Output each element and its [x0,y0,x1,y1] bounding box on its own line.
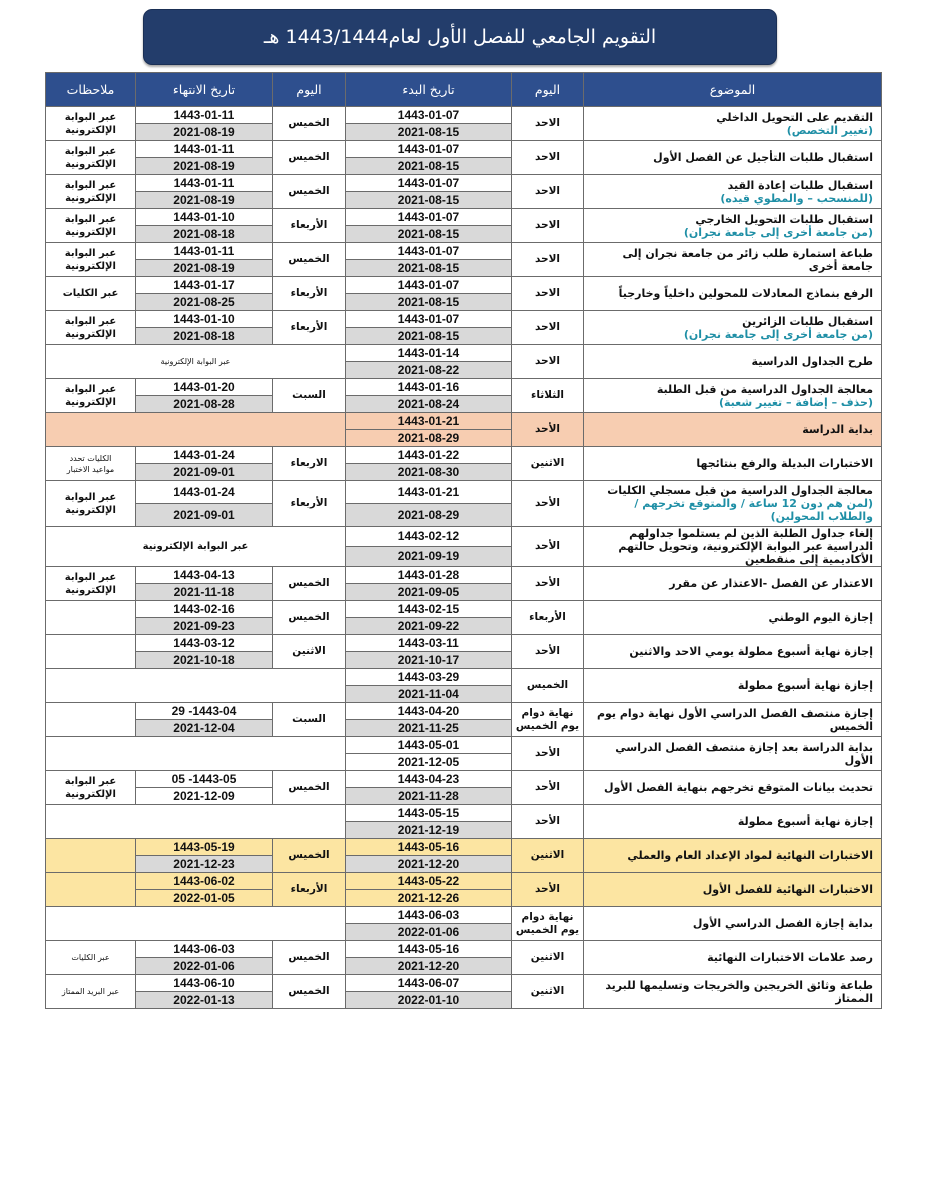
end-hijri-date: 1443-01-10 [136,209,273,226]
notes-cell: الكليات تحدد مواعيد الاختبار [46,447,136,481]
start-day-cell: الاحد [512,345,584,379]
end-gregorian-date: 2021-08-19 [136,124,273,141]
start-hijri-date: 1443-01-07 [346,243,512,260]
start-day-cell: الاحد [512,277,584,311]
notes-cell: عبر الكليات [46,941,136,975]
subject-cell: طباعة استمارة طلب زائر من جامعة نجران إلى جامعة أخرى [584,243,882,277]
subject-cell: طرح الجداول الدراسية [584,345,882,379]
start-hijri-date: 1443-06-07 [346,975,512,992]
start-hijri-date: 1443-03-11 [346,635,512,652]
start-hijri-date: 1443-01-07 [346,209,512,226]
start-day-cell: الأحد [512,805,584,839]
start-hijri-date: 1443-05-01 [346,737,512,754]
table-row [46,839,882,856]
start-gregorian-date: 2021-08-22 [346,362,512,379]
start-gregorian-date: 2021-12-20 [346,856,512,873]
start-gregorian-date: 2021-10-17 [346,652,512,669]
end-day-cell: الخميس [273,601,346,635]
end-day-cell: الأربعاء [273,277,346,311]
start-day-cell: الاثنين [512,447,584,481]
end-day-cell: الاثنين [273,635,346,669]
page-title: التقويم الجامعي للفصل الأول لعام1443/1444 هـ [263,26,657,48]
start-gregorian-date: 2021-12-20 [346,958,512,975]
header-subject: الموضوع [584,73,882,107]
end-gregorian-date: 2021-12-23 [136,856,273,873]
notes-cell [46,601,136,635]
end-hijri-date: 1443-06-02 [136,873,273,890]
start-gregorian-date: 2021-12-19 [346,822,512,839]
start-gregorian-date: 2021-08-29 [346,504,512,527]
table-row [46,345,882,362]
start-hijri-date: 1443-01-07 [346,311,512,328]
subject-cell: التقديم على التحويل الداخلي (تغيير التخصص) [584,107,882,141]
table-row [46,703,882,720]
table-row [46,907,882,924]
start-day-cell: الأحد [512,413,584,447]
start-day-cell: الأحد [512,635,584,669]
start-hijri-date: 1443-01-07 [346,107,512,124]
table-row [46,311,882,328]
end-hijri-date: 1443-01-11 [136,175,273,192]
empty-cell [46,805,346,839]
header-end-date: تاريخ الانتهاء [136,73,273,107]
end-hijri-date: 1443-01-17 [136,277,273,294]
subject-cell: معالجة الجداول الدراسية من قبل مسجلي الكليات (لمن هم دون 12 ساعة / والمتوقع تخرجهم / والطلاب المحولين) [584,481,882,527]
subject-cell: معالجة الجداول الدراسية من قبل الطلبة (حذف – إضافة – تغيير شعبة) [584,379,882,413]
end-gregorian-date: 2021-11-18 [136,584,273,601]
start-gregorian-date: 2021-08-24 [346,396,512,413]
empty-cell [46,669,346,703]
start-day-cell: الأحد [512,481,584,527]
end-day-cell: الخميس [273,975,346,1009]
end-hijri-date: 1443-01-20 [136,379,273,396]
end-gregorian-date: 2021-09-01 [136,504,273,527]
end-hijri-date: 1443-05- 05 [136,771,273,788]
end-hijri-date: 1443-01-24 [136,481,273,504]
notes-cell [46,873,136,907]
end-day-cell: الخميس [273,941,346,975]
header-start-date: تاريخ البدء [346,73,512,107]
table-row [46,567,882,584]
start-day-cell: الأحد [512,771,584,805]
notes-cell: عبر البوابة الإلكترونية [46,209,136,243]
start-day-cell: الأحد [512,527,584,567]
start-hijri-date: 1443-01-28 [346,567,512,584]
empty-cell [46,737,346,771]
table-row [46,737,882,754]
table-row [46,873,882,890]
start-day-cell: الاحد [512,311,584,345]
end-gregorian-date: 2021-12-04 [136,720,273,737]
start-gregorian-date: 2021-08-15 [346,294,512,311]
end-hijri-date: 1443-04-13 [136,567,273,584]
table-row [46,527,882,547]
start-hijri-date: 1443-02-15 [346,601,512,618]
notes-cell: عبر البوابة الإلكترونية [46,243,136,277]
start-hijri-date: 1443-01-16 [346,379,512,396]
notes-cell: عبر البوابة الإلكترونية [46,771,136,805]
notes-cell [46,635,136,669]
start-gregorian-date: 2022-01-10 [346,992,512,1009]
start-hijri-date: 1443-03-29 [346,669,512,686]
start-hijri-date: 1443-02-12 [346,527,512,547]
start-hijri-date: 1443-05-15 [346,805,512,822]
end-gregorian-date: 2021-09-23 [136,618,273,635]
start-day-cell: نهاية دوام يوم الخميس [512,703,584,737]
start-hijri-date: 1443-01-07 [346,175,512,192]
subject-cell: الاختبارات البديلة والرفع بنتائجها [584,447,882,481]
table-row [46,975,882,992]
end-day-cell: الأربعاء [273,209,346,243]
end-day-cell: الخميس [273,771,346,805]
start-gregorian-date: 2021-08-15 [346,328,512,345]
subject-cell: إجازة منتصف الفصل الدراسي الأول نهاية دوام يوم الخميس [584,703,882,737]
end-hijri-date: 1443-01-24 [136,447,273,464]
end-gregorian-date: 2021-08-19 [136,192,273,209]
table-row [46,771,882,788]
end-day-cell: الأربعاء [273,873,346,907]
end-gregorian-date: 2021-10-18 [136,652,273,669]
start-day-cell: الاحد [512,209,584,243]
table-row [46,243,882,260]
start-hijri-date: 1443-01-07 [346,277,512,294]
start-gregorian-date: 2021-11-04 [346,686,512,703]
subject-cell: طباعة وثائق الخريجين والخريجات وتسليمها للبريد الممتاز [584,975,882,1009]
end-day-cell: الخميس [273,141,346,175]
table-row [46,805,882,822]
span-notes-cell: عبر البوابة الإلكترونية [46,345,346,379]
table-row [46,379,882,396]
end-gregorian-date: 2021-08-19 [136,158,273,175]
subject-cell: رصد علامات الاختبارات النهائية [584,941,882,975]
end-day-cell: الخميس [273,107,346,141]
start-day-cell: نهاية دوام يوم الخميس [512,907,584,941]
end-hijri-date: 1443-01-10 [136,311,273,328]
notes-cell: عبر البوابة الإلكترونية [46,141,136,175]
subject-cell: الاختبارات النهائية لمواد الإعداد العام والعملي [584,839,882,873]
start-hijri-date: 1443-01-21 [346,413,512,430]
subject-cell: بداية الدراسة [584,413,882,447]
empty-cell [46,907,346,941]
end-hijri-date: 1443-01-11 [136,141,273,158]
end-hijri-date: 1443-05-19 [136,839,273,856]
notes-cell: عبر البوابة الإلكترونية [46,379,136,413]
end-hijri-date: 1443-02-16 [136,601,273,618]
subject-cell: استقبال طلبات التحويل الخارجي (من جامعة أخرى إلى جامعة نجران) [584,209,882,243]
start-gregorian-date: 2021-09-05 [346,584,512,601]
start-day-cell: الاحد [512,175,584,209]
subject-cell: إجازة نهاية أسبوع مطولة [584,669,882,703]
notes-cell: عبر البوابة الإلكترونية [46,175,136,209]
start-day-cell: الاثنين [512,839,584,873]
start-gregorian-date: 2021-09-19 [346,547,512,567]
start-gregorian-date: 2021-08-15 [346,158,512,175]
end-hijri-date: 1443-01-11 [136,243,273,260]
start-day-cell: الخميس [512,669,584,703]
start-gregorian-date: 2021-12-26 [346,890,512,907]
end-hijri-date: 1443-04- 29 [136,703,273,720]
table-row [46,277,882,294]
end-gregorian-date: 2021-08-18 [136,328,273,345]
end-day-cell: الاربعاء [273,447,346,481]
header-notes: ملاحظات [46,73,136,107]
end-day-cell: الخميس [273,175,346,209]
start-gregorian-date: 2022-01-06 [346,924,512,941]
span-notes-cell: عبر البوابة الإلكترونية [46,527,346,567]
start-gregorian-date: 2021-12-05 [346,754,512,771]
start-gregorian-date: 2021-08-15 [346,226,512,243]
start-day-cell: الأحد [512,737,584,771]
start-gregorian-date: 2021-08-15 [346,124,512,141]
notes-cell: عبر البوابة الإلكترونية [46,107,136,141]
subject-cell: بداية إجازة الفصل الدراسي الأول [584,907,882,941]
subject-cell: استقبال طلبات التأجيل عن الفصل الأول [584,141,882,175]
start-hijri-date: 1443-05-22 [346,873,512,890]
notes-cell [46,703,136,737]
table-row [46,447,882,464]
table-row [46,941,882,958]
subject-cell: بداية الدراسة بعد إجازة منتصف الفصل الدراسي الأول [584,737,882,771]
start-day-cell: الاثنين [512,975,584,1009]
table-row [46,601,882,618]
notes-cell: عبر البوابة الإلكترونية [46,481,136,527]
empty-cell [46,413,346,447]
academic-calendar-table [45,72,882,1009]
notes-cell: عبر البوابة الإلكترونية [46,311,136,345]
start-day-cell: الاحد [512,243,584,277]
table-row [46,669,882,686]
notes-cell: عبر الكليات [46,277,136,311]
header-start-day: اليوم [512,73,584,107]
end-hijri-date: 1443-06-03 [136,941,273,958]
start-day-cell: الأربعاء [512,601,584,635]
start-gregorian-date: 2021-09-22 [346,618,512,635]
end-gregorian-date: 2021-08-25 [136,294,273,311]
end-gregorian-date: 2021-08-28 [136,396,273,413]
notes-cell [46,839,136,873]
subject-cell: إجازة نهاية أسبوع مطولة يومي الاحد والاثنين [584,635,882,669]
notes-cell: عبر البريد الممتاز [46,975,136,1009]
start-day-cell: الاحد [512,141,584,175]
end-gregorian-date: 2021-08-19 [136,260,273,277]
table-row [46,635,882,652]
start-hijri-date: 1443-04-20 [346,703,512,720]
subject-cell: تحديث بيانات المتوقع تخرجهم بنهاية الفصل الأول [584,771,882,805]
end-day-cell: الأربعاء [273,481,346,527]
table-row [46,413,882,430]
start-gregorian-date: 2021-08-15 [346,192,512,209]
subject-cell: إجازة اليوم الوطني [584,601,882,635]
end-day-cell: السبت [273,703,346,737]
start-hijri-date: 1443-05-16 [346,839,512,856]
start-hijri-date: 1443-01-22 [346,447,512,464]
start-hijri-date: 1443-01-07 [346,141,512,158]
subject-cell: الاختبارات النهائية للفصل الأول [584,873,882,907]
start-hijri-date: 1443-06-03 [346,907,512,924]
subject-cell: استقبال طلبات إعادة القيد (للمنسحب – والمطوي قيده) [584,175,882,209]
start-day-cell: الأحد [512,873,584,907]
subject-cell: إلغاء جداول الطلبة الذين لم يستلموا جداولهم الدراسية عبر البوابة الإلكترونية، وتحويل حالتهم الأكاديمية إلى منقطعين [584,527,882,567]
header-end-day: اليوم [273,73,346,107]
start-hijri-date: 1443-01-21 [346,481,512,504]
subject-cell: إجازة نهاية أسبوع مطولة [584,805,882,839]
start-hijri-date: 1443-04-23 [346,771,512,788]
end-gregorian-date: 2021-12-09 [136,788,273,805]
table-row [46,141,882,158]
end-gregorian-date: 2022-01-13 [136,992,273,1009]
end-hijri-date: 1443-01-11 [136,107,273,124]
end-day-cell: الخميس [273,243,346,277]
end-day-cell: الخميس [273,839,346,873]
table-header-row [46,73,882,107]
start-day-cell: الأحد [512,567,584,601]
calendar-table-container [45,72,881,1009]
subject-cell: الرفع بنماذج المعادلات للمحولين داخلياً وخارجياً [584,277,882,311]
start-gregorian-date: 2021-11-28 [346,788,512,805]
end-day-cell: الخميس [273,567,346,601]
start-day-cell: الثلاثاء [512,379,584,413]
start-day-cell: الاحد [512,107,584,141]
end-day-cell: السبت [273,379,346,413]
table-row [46,209,882,226]
start-hijri-date: 1443-05-16 [346,941,512,958]
start-gregorian-date: 2021-08-29 [346,430,512,447]
subject-cell: استقبال طلبات الزائرين (من جامعة أخرى إلى جامعة نجران) [584,311,882,345]
end-gregorian-date: 2021-08-18 [136,226,273,243]
start-hijri-date: 1443-01-14 [346,345,512,362]
end-hijri-date: 1443-06-10 [136,975,273,992]
start-gregorian-date: 2021-08-15 [346,260,512,277]
start-gregorian-date: 2021-08-30 [346,464,512,481]
subject-cell: الاعتذار عن الفصل -الاعتذار عن مقرر [584,567,882,601]
table-row [46,107,882,124]
notes-cell: عبر البوابة الإلكترونية [46,567,136,601]
start-gregorian-date: 2021-11-25 [346,720,512,737]
end-gregorian-date: 2022-01-06 [136,958,273,975]
calendar-title-banner [143,9,777,65]
table-row [46,175,882,192]
start-day-cell: الاثنين [512,941,584,975]
end-hijri-date: 1443-03-12 [136,635,273,652]
end-day-cell: الأربعاء [273,311,346,345]
end-gregorian-date: 2022-01-05 [136,890,273,907]
end-gregorian-date: 2021-09-01 [136,464,273,481]
table-row [46,481,882,504]
